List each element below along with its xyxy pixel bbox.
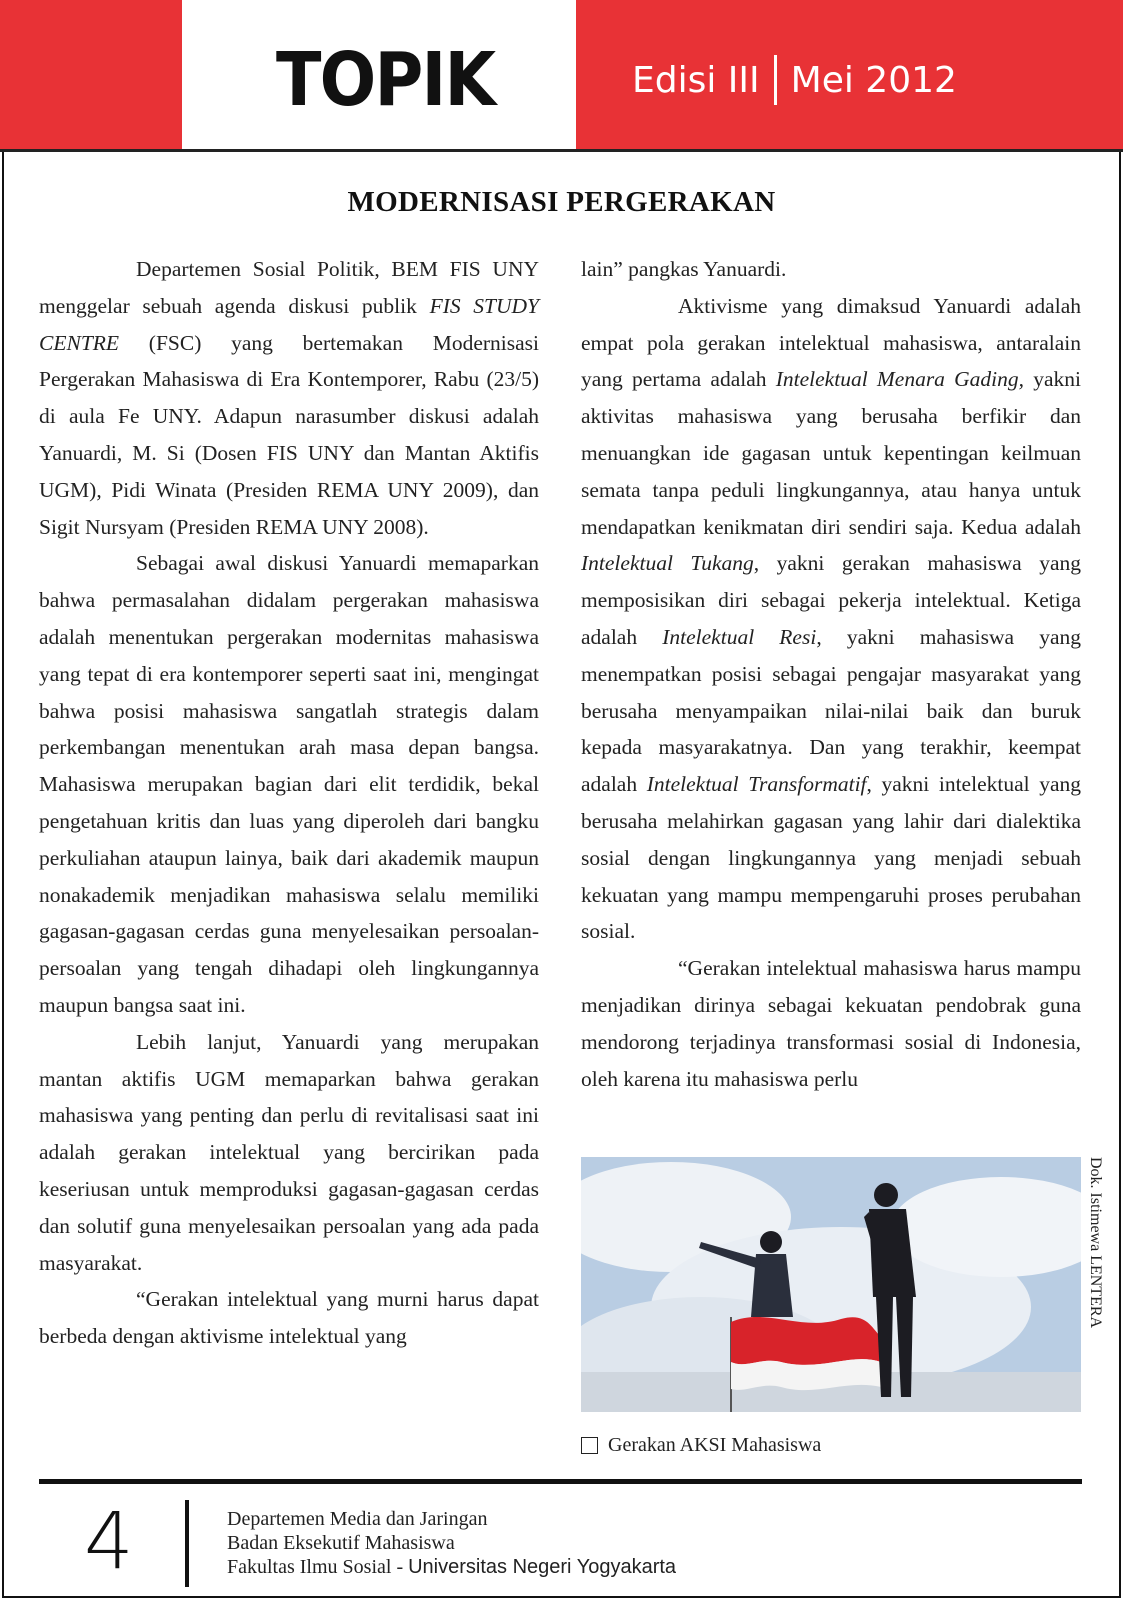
photo-figure-left-head <box>760 1231 782 1253</box>
edition-info <box>632 56 957 104</box>
edition-date: Mei 2012 <box>790 59 957 101</box>
photo-flag-red <box>731 1317 881 1365</box>
footer-line: Departemen Media dan Jaringan <box>227 1508 488 1530</box>
article-column-right <box>581 251 1081 1097</box>
paragraph-body: Sebagai awal diskusi Yanuardi memaparkan bahwa permasalahan didalam pergerakan mahasiswa adalah menentukan pergerakan modernitas mahasiswa yang tepat di era kontemporer seperti saat ini, mengingat bahwa posisi mahasiswa sangatlah strategis dalam perkembangan menentukan arah masa depan bangsa. Mahasiswa merupakan bagian dari elit terdidik, bekal pengetahuan kritis dan luas yang diperoleh dari bangku perkuliahan ataupun lainya, baik dari akademik maupun nonakademik menjadikan mahasiswa selalu memiliki gagasan-gagasan cerdas guna menyelesaikan persoalan-persoalan yang tengah dihadapi oleh lingkungannya maupun bangsa saat ini. <box>39 551 539 1017</box>
edition-label: Edisi III <box>632 59 760 101</box>
footer-line: Fakultas Ilmu Sosial - Universitas Negeri Yogyakarta <box>227 1556 677 1578</box>
photo-illustration <box>581 1157 1081 1412</box>
fsc-emphasis: FIS STUDY CENTRE <box>39 293 539 355</box>
paragraph-body: “Gerakan intelektual yang murni harus dapat berbeda dengan aktivisme intelektual yang <box>39 1287 539 1349</box>
paragraph-continuation: lain” pangkas Yanuardi. <box>581 257 787 281</box>
paragraph-body: Aktivisme yang dimaksud Yanuardi adalah empat pola gerakan intelektual mahasiswa, antaralain yang pertama adalah Intelektual Menara Gading, yakni aktivitas mahasiswa yang berusaha berfikir dan menuangkan ide gagasan untuk kepentingan keilmuan semata tanpa peduli lingkungannya, atau hanya untuk mendapatkan kenikmatan diri sendiri saja. Kedua adalah Intelektual Tukang, yakni gerakan mahasiswa yang memposisikan diri sebagai pekerja intelektual. Ketiga adalah Intelektual Resi, yakni mahasiswa yang menempatkan posisi sebagai pengajar masyarakat yang berusaha menyampaikan nilai-nilai baik dan buruk kepada masyarakatnya. Dan yang terakhir, keempat adalah Intelektual Transformatif, yakni intelektual yang berusaha melahirkan gagasan yang lahir dari dialektika sosial dengan lingkungannya yang menjadi sebuah kekuatan yang mampu mempengaruhi proses perubahan sosial. <box>581 293 1081 944</box>
page-number: 4 <box>84 1497 134 1587</box>
footer-divider <box>185 1500 189 1587</box>
footer-line: Badan Eksekutif Mahasiswa <box>227 1532 455 1554</box>
paragraph-intro: Departemen Sosial Politik, BEM FIS UNY menggelar sebuah agenda diskusi publik FIS STUDY CENTRE (FSC) yang bertemakan Modernisasi Pergerakan Mahasiswa di Era Kontemporer, Rabu (23/5) di aula Fe UNY. Adapun narasumber diskusi adalah Yanuardi, M. Si (Dosen FIS UNY dan Mantan Aktifis UGM), Pidi Winata (Presiden REMA UNY 2009), dan Sigit Nursyam (Presiden REMA UNY 2008). <box>39 257 539 539</box>
article-photo <box>581 1157 1081 1412</box>
caption-text: Gerakan AKSI Mahasiswa <box>608 1434 822 1456</box>
header-red-block-left <box>0 0 182 150</box>
photo-figure-right-head <box>874 1183 898 1207</box>
paragraph-body: “Gerakan intelektual mahasiswa harus mampu menjadikan dirinya sebagai kekuatan pendobrak guna mendorong terjadinya transformasi sosial di Indonesia, oleh karena itu mahasiswa perlu <box>581 956 1081 1091</box>
photo-credit: Dok. Istimewa LENTERA <box>1087 1157 1104 1329</box>
footer-publisher <box>227 1507 676 1579</box>
article-column-left <box>39 251 539 1355</box>
paragraph-body: Lebih lanjut, Yanuardi yang merupakan mantan aktifis UGM memaparkan bahwa gerakan mahasiswa yang penting dan perlu di revitalisasi saat ini adalah gerakan intelektual yang bercirikan pada keseriusan untuk memproduksi gagasan-gagasan cerdas dan solutif guna menyelesaikan persoalan yang ada pada masyarakat. <box>39 1029 539 1275</box>
article-title: MODERNISASI PERGERAKAN <box>347 186 776 218</box>
edition-separator <box>774 55 777 105</box>
photo-caption <box>581 1434 821 1457</box>
masthead-title: TOPIK <box>276 37 495 123</box>
footer-rule <box>39 1479 1082 1484</box>
header-divider <box>0 149 1123 152</box>
checkbox-icon <box>581 1437 598 1454</box>
